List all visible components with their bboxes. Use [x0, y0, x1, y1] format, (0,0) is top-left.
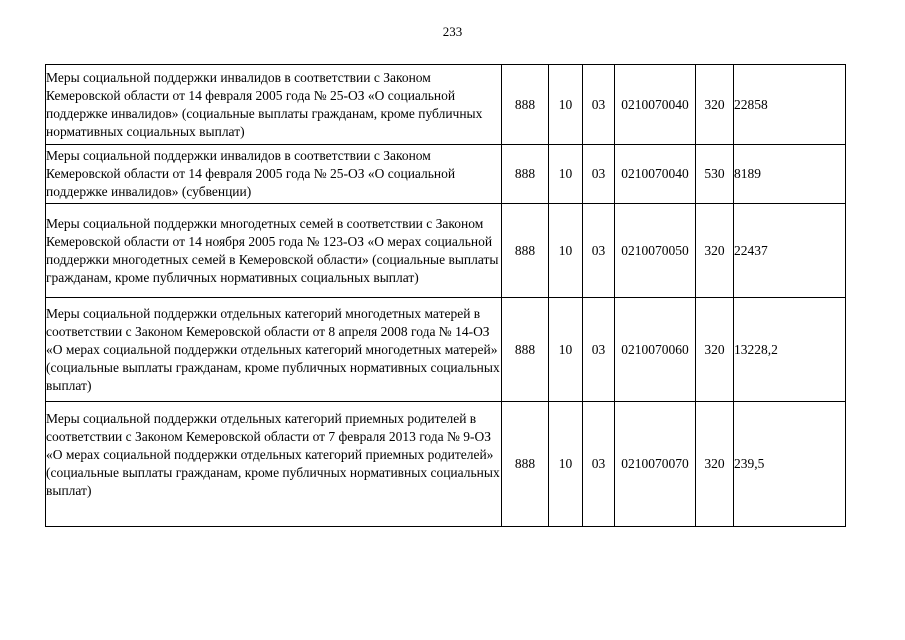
table-row — [46, 298, 846, 402]
table-row — [46, 65, 846, 145]
amount: 13228,2 — [734, 298, 846, 402]
section-code: 10 — [549, 204, 583, 298]
expense-type-code: 320 — [696, 204, 734, 298]
target-article-code: 0210070070 — [615, 402, 696, 527]
ministry-code: 888 — [502, 298, 549, 402]
page-number: 233 — [442, 24, 463, 39]
section-code: 10 — [549, 145, 583, 204]
row-description: Меры социальной поддержки отдельных категорий многодетных матерей в соответствии с Законом Кемеровской области от 8 апреля 2008 года № 14-ОЗ «О мерах социальной поддержки отдельных категорий многодетных матерей» (социальные выплаты гражданам, кроме публичных нормативных социальных выплат) — [46, 298, 502, 402]
subsection-code: 03 — [583, 298, 615, 402]
target-article-code: 0210070040 — [615, 145, 696, 204]
section-code: 10 — [549, 402, 583, 527]
ministry-code: 888 — [502, 65, 549, 145]
expense-type-code: 320 — [696, 402, 734, 527]
target-article-code: 0210070040 — [615, 65, 696, 145]
table-row — [46, 145, 846, 204]
amount: 8189 — [734, 145, 846, 204]
section-code: 10 — [549, 65, 583, 145]
row-description: Меры социальной поддержки инвалидов в соответствии с Законом Кемеровской области от 14 февраля 2005 года № 25-ОЗ «О социальной поддержке инвалидов» (социальные выплаты гражданам, кроме публичных нормативных социальных выплат) — [46, 65, 502, 145]
subsection-code: 03 — [583, 204, 615, 298]
amount: 22437 — [734, 204, 846, 298]
expense-type-code: 320 — [696, 65, 734, 145]
amount: 239,5 — [734, 402, 846, 527]
row-description: Меры социальной поддержки отдельных категорий приемных родителей в соответствии с Законом Кемеровской области от 7 февраля 2013 года № 9-ОЗ «О мерах социальной поддержки отдельных категорий приемных родителей» (социальные выплаты гражданам, кроме публичных нормативных социальных выплат) — [46, 402, 502, 527]
expense-type-code: 320 — [696, 298, 734, 402]
budget-table — [45, 64, 846, 527]
target-article-code: 0210070060 — [615, 298, 696, 402]
table-row — [46, 204, 846, 298]
subsection-code: 03 — [583, 65, 615, 145]
subsection-code: 03 — [583, 145, 615, 204]
amount: 22858 — [734, 65, 846, 145]
table-row — [46, 402, 846, 527]
expense-type-code: 530 — [696, 145, 734, 204]
subsection-code: 03 — [583, 402, 615, 527]
ministry-code: 888 — [502, 204, 549, 298]
target-article-code: 0210070050 — [615, 204, 696, 298]
row-description: Меры социальной поддержки многодетных семей в соответствии с Законом Кемеровской области от 14 ноября 2005 года № 123-ОЗ «О мерах социальной поддержки многодетных семей в Кемеровской области» (социальные выплаты гражданам, кроме публичных нормативных социальных выплат) — [46, 204, 502, 298]
ministry-code: 888 — [502, 145, 549, 204]
row-description: Меры социальной поддержки инвалидов в соответствии с Законом Кемеровской области от 14 февраля 2005 года № 25-ОЗ «О социальной поддержке инвалидов» (субвенции) — [46, 145, 502, 204]
section-code: 10 — [549, 298, 583, 402]
ministry-code: 888 — [502, 402, 549, 527]
